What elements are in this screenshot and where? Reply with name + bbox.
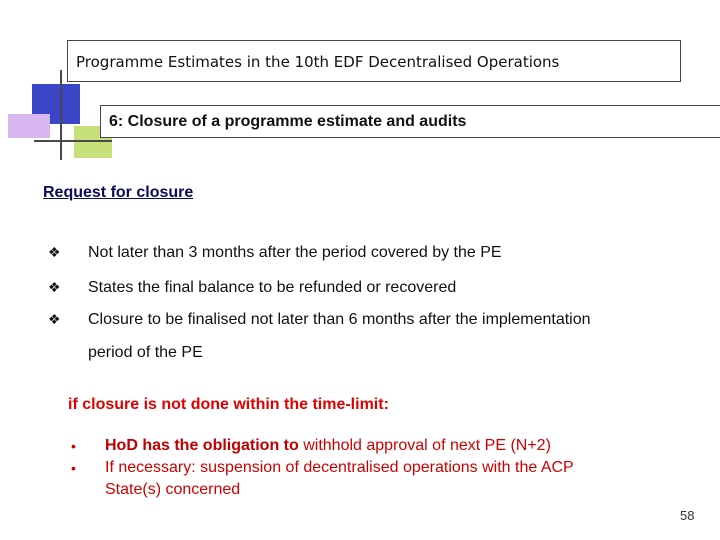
slide-subtitle-box bbox=[100, 105, 720, 138]
red-bullet-icon: • bbox=[71, 460, 76, 476]
diamond-bullet-icon: ❖ bbox=[48, 279, 61, 295]
slide-subtitle: 6: Closure of a programme estimate and audits bbox=[109, 113, 467, 130]
bullet-text-1: Not later than 3 months after the period covered by the PE bbox=[88, 244, 502, 261]
red-bullet-icon: • bbox=[71, 438, 76, 454]
warning-item-2: If necessary: suspension of decentralised operations with the ACP bbox=[105, 459, 574, 476]
decor-vertical-line bbox=[60, 70, 62, 160]
diamond-bullet-icon: ❖ bbox=[48, 311, 61, 327]
slide-title: Programme Estimates in the 10th EDF Decentralised Operations bbox=[76, 53, 560, 71]
warning-item-1 bbox=[105, 437, 551, 455]
bullet-text-3-continued: period of the PE bbox=[88, 344, 203, 361]
warning-item-2-continued: State(s) concerned bbox=[105, 481, 241, 498]
slide-title-box bbox=[67, 40, 681, 82]
diamond-bullet-icon: ❖ bbox=[48, 244, 61, 260]
section-heading: Request for closure bbox=[43, 184, 194, 201]
bullet-text-2: States the final balance to be refunded or recovered bbox=[88, 279, 457, 296]
decor-horizontal-line bbox=[34, 140, 112, 142]
warning-item-1-rest: withhold approval of next PE (N+2) bbox=[298, 437, 551, 454]
page-number: 58 bbox=[680, 508, 695, 523]
decor-lilac-square bbox=[8, 114, 50, 138]
warning-item-1-bold: HoD has the obligation to bbox=[105, 437, 299, 454]
bullet-text-3: Closure to be finalised not later than 6 months after the implementation bbox=[88, 311, 591, 328]
warning-title: if closure is not done within the time-limit: bbox=[68, 396, 389, 413]
